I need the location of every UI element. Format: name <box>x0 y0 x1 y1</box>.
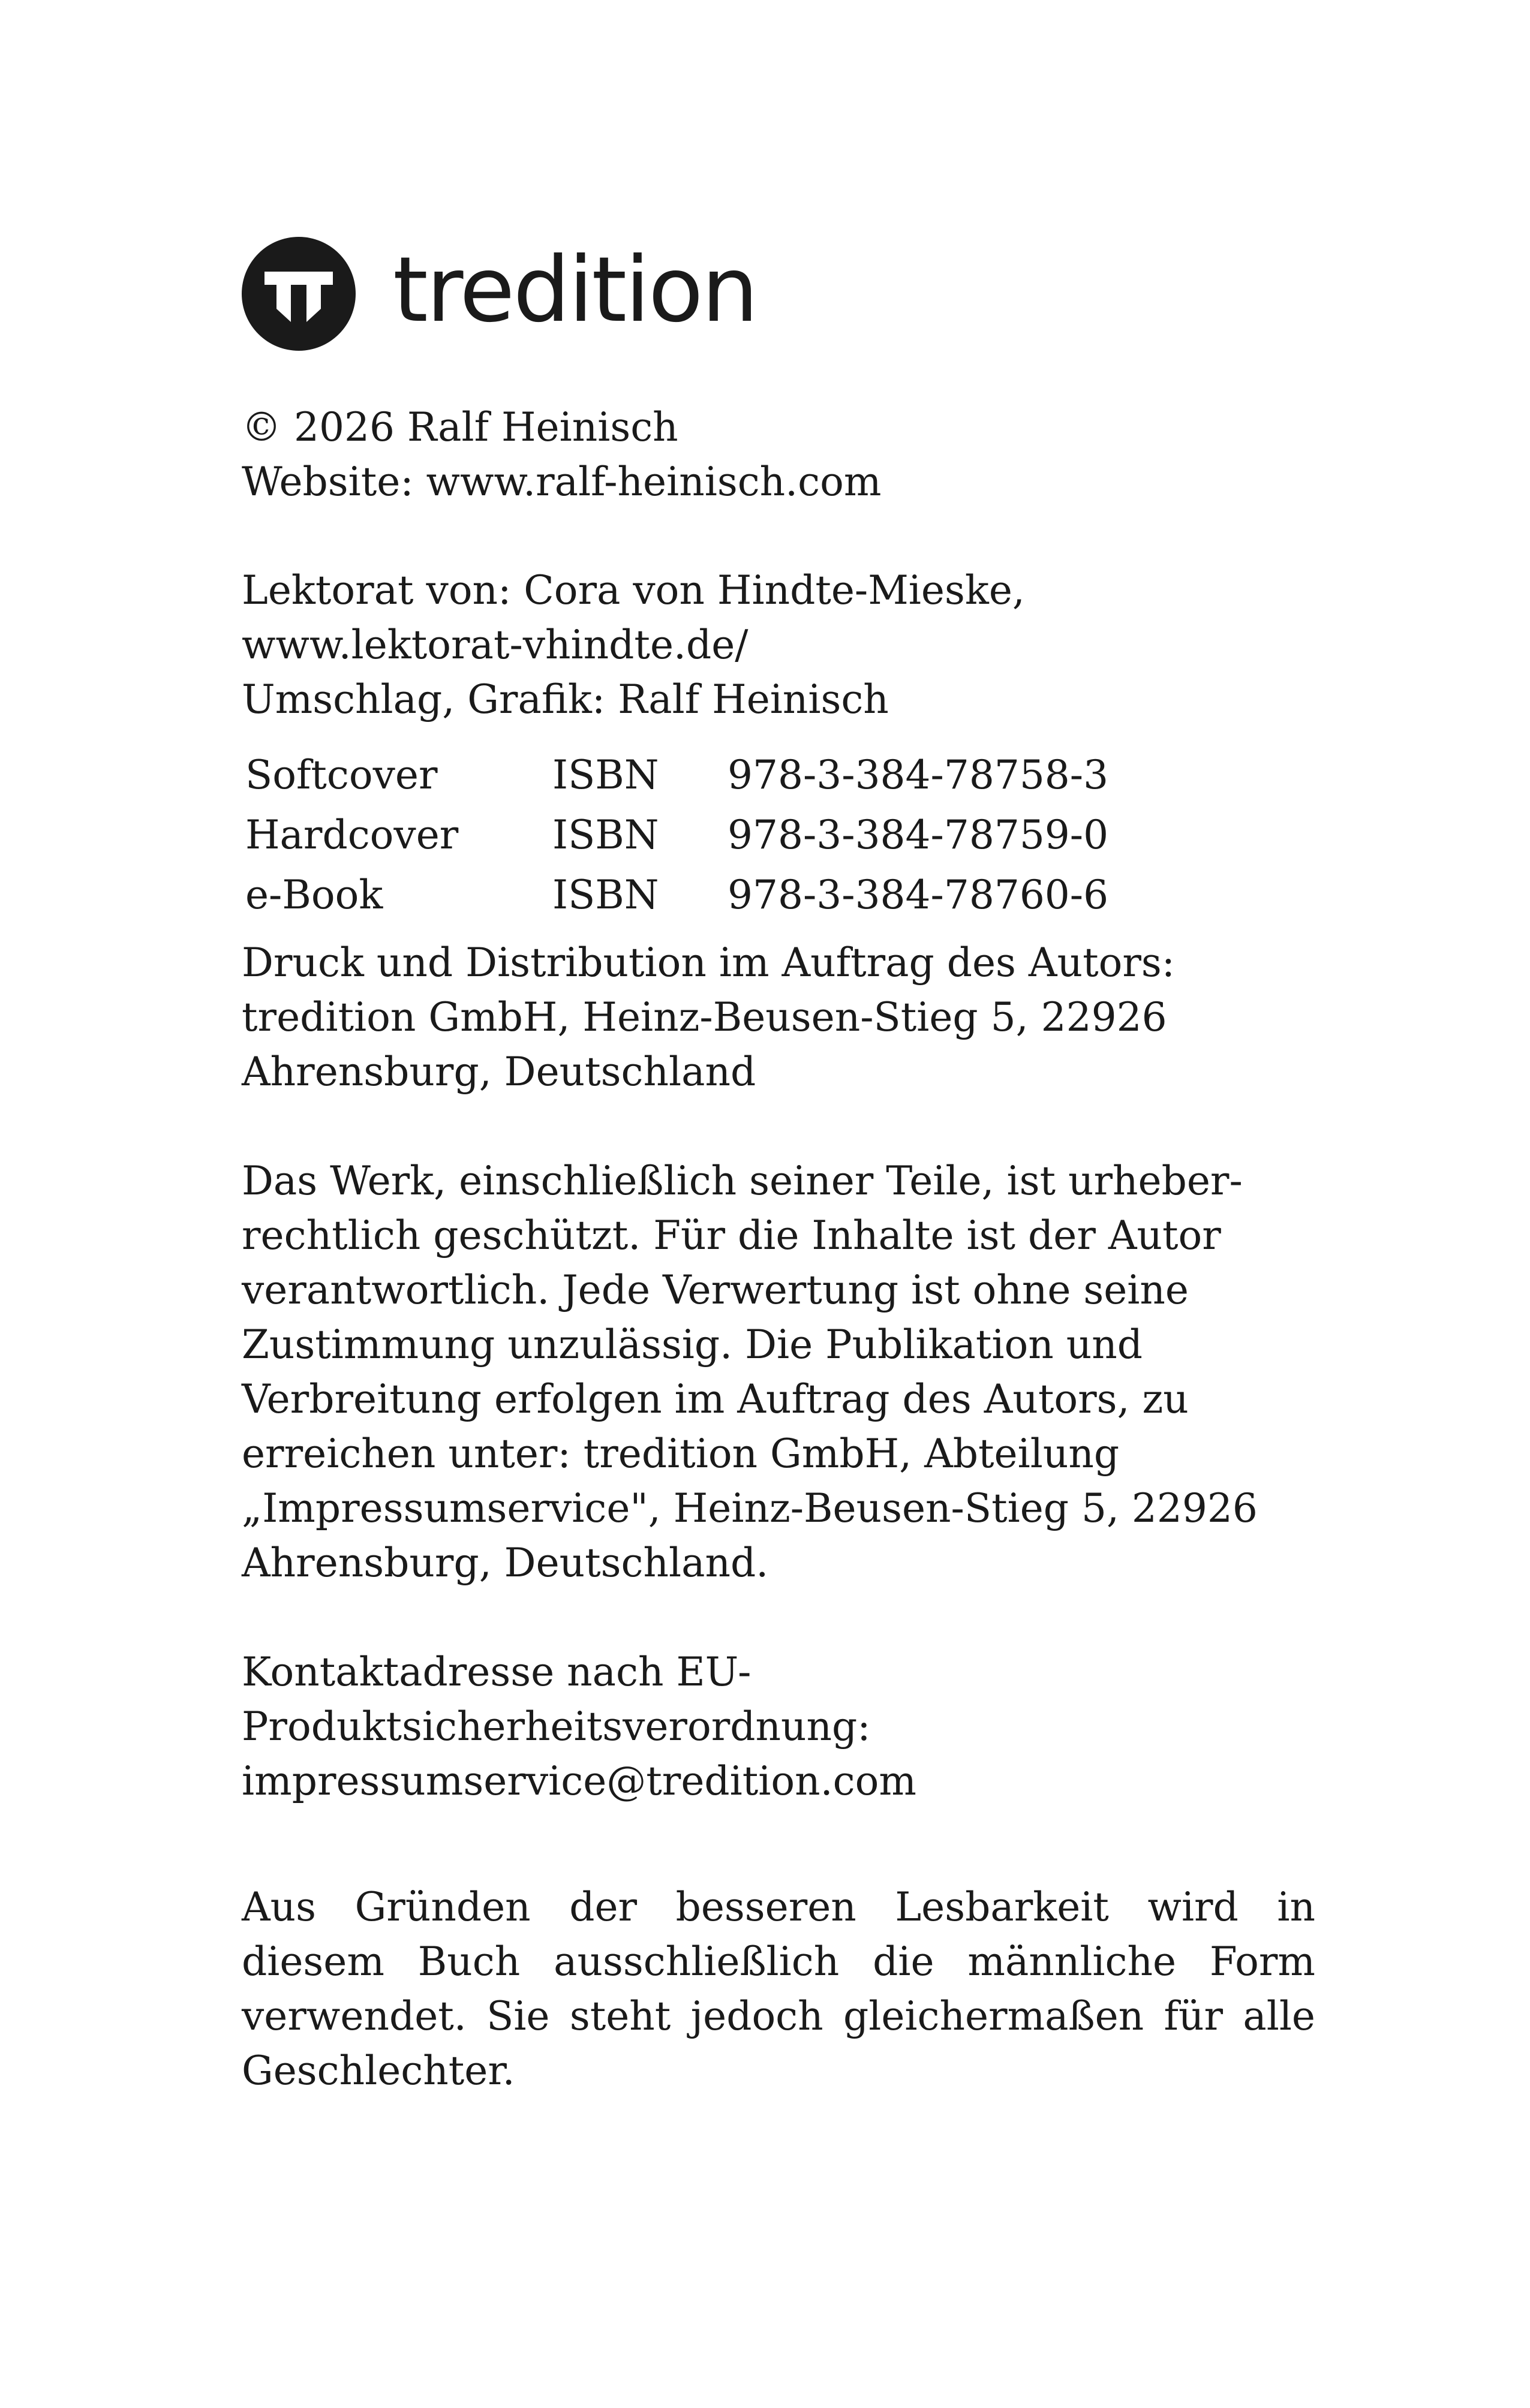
gender-note-block <box>242 1880 1315 2098</box>
isbn-format: Softcover <box>245 751 438 798</box>
contact-line: Produktsicherheitsverordnung: <box>242 1703 871 1750</box>
copyright-notice-block <box>242 1154 1315 1590</box>
tredition-t-logo-icon <box>242 237 356 351</box>
isbn-label: ISBN <box>552 871 659 918</box>
rights-line: Ahrensburg, Deutschland. <box>242 1540 769 1586</box>
rights-line: Zustimmung unzulässig. Die Publikation und <box>242 1322 1143 1368</box>
rights-line: Das Werk, einschließlich seiner Teile, ist urheber- <box>242 1158 1243 1204</box>
contact-email: impressumservice@tredition.com <box>242 1758 916 1804</box>
gender-note-line: Aus Gründen der besseren Lesbarkeit wird in <box>242 1884 1315 1930</box>
publisher-wordmark: tredition <box>393 238 757 342</box>
print-line: Ahrensburg, Deutschland <box>242 1049 756 1095</box>
isbn-table <box>245 745 1108 925</box>
cover-credit-line: Umschlag, Grafik: Ralf Heinisch <box>242 676 889 723</box>
copyright-block <box>242 400 1315 509</box>
editor-line: Lektorat von: Cora von Hindte-Mieske, <box>242 567 1025 613</box>
print-distribution-block <box>242 935 1315 1099</box>
credits-block <box>242 563 1315 727</box>
print-line: Druck und Distribution im Auftrag des Autors: <box>242 940 1175 986</box>
rights-line: Verbreitung erfolgen im Auftrag des Autors, zu <box>242 1376 1189 1422</box>
rights-line: rechtlich geschützt. Für die Inhalte ist der Autor <box>242 1212 1221 1259</box>
rights-line: erreichen unter: tredition GmbH, Abteilung <box>242 1431 1120 1477</box>
imprint-page <box>242 237 1315 2098</box>
table-row <box>245 865 1108 925</box>
publisher-logo <box>242 237 1315 351</box>
rights-line: verantwortlich. Jede Verwertung ist ohne seine <box>242 1267 1189 1313</box>
contact-block <box>242 1645 1315 1808</box>
table-row <box>245 745 1108 805</box>
isbn-number: 978-3-384-78759-0 <box>728 811 1109 858</box>
isbn-number: 978-3-384-78760-6 <box>728 871 1109 918</box>
isbn-format: Hardcover <box>245 811 459 858</box>
website-line: Website: www.ralf-heinisch.com <box>242 459 882 505</box>
copyright-line: © 2026 Ralf Heinisch <box>242 404 678 450</box>
isbn-label: ISBN <box>552 751 659 798</box>
gender-note-line: diesem Buch ausschließlich die männliche Form <box>242 1939 1315 1985</box>
rights-line: „Impressumservice", Heinz-Beusen-Stieg 5, 22926 <box>242 1485 1258 1531</box>
isbn-format: e-Book <box>245 871 383 918</box>
table-row <box>245 805 1108 865</box>
editor-website-line: www.lektorat-vhindte.de/ <box>242 622 749 668</box>
print-line: tredition GmbH, Heinz-Beusen-Stieg 5, 22926 <box>242 994 1167 1040</box>
gender-note-line: verwendet. Sie steht jedoch gleichermaßen für alle <box>242 1993 1315 2039</box>
isbn-label: ISBN <box>552 811 659 858</box>
gender-note-line: Geschlechter. <box>242 2048 515 2094</box>
isbn-number: 978-3-384-78758-3 <box>728 751 1109 798</box>
contact-line: Kontaktadresse nach EU- <box>242 1649 752 1695</box>
